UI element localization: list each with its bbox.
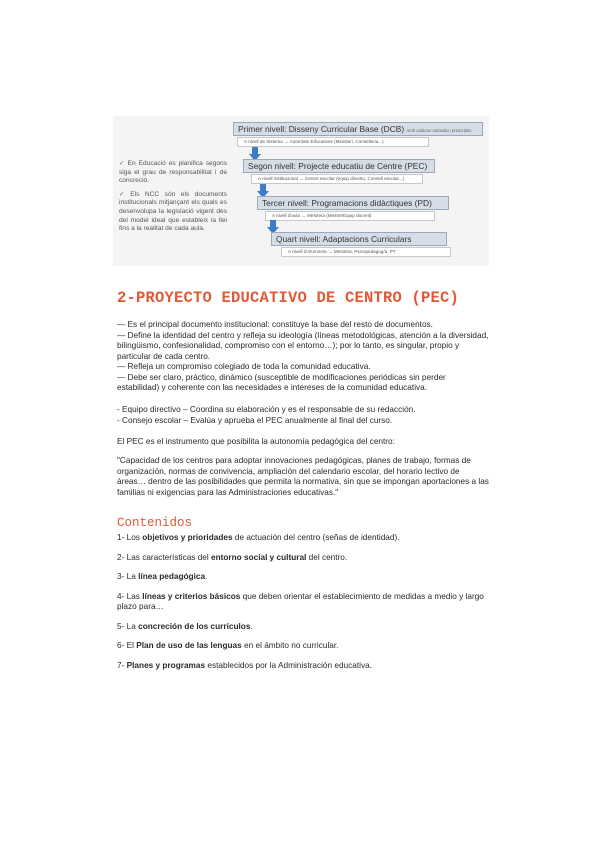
roles-block [117, 405, 489, 426]
list-item [117, 553, 489, 564]
list-item [117, 533, 489, 544]
level-3-title [257, 196, 449, 210]
level-4-title [271, 232, 447, 246]
pec-sentence-text: El PEC es el instrumento que posibilita la autonomía pedagógica del centro: [117, 437, 395, 446]
level-1-subtitle: A nivell de Sistema → Autoritats Educatives (Ministeri, Conselleria...) [237, 137, 429, 147]
curricular-levels-figure [113, 116, 489, 266]
level-title-text: Primer nivell: Disseny Curricular Base (DCB) [238, 124, 405, 134]
item-text: 5- La [117, 621, 139, 631]
pec-sentence [117, 437, 489, 448]
level-title-text: Quart nivell: Adaptacions Curriculars [276, 234, 412, 244]
item-text: que deben orientar el establecimiento de medidas a medio y largo plazo para… [117, 591, 484, 611]
figure-bullets [119, 160, 227, 239]
item-bold: objetivos y prioridades [142, 533, 233, 542]
item-bold: concreción de los currículos [138, 621, 251, 631]
item-bold: Planes y programas [126, 660, 206, 670]
list-item [117, 572, 489, 583]
level-1-title [233, 122, 483, 136]
item-text: 7- [117, 660, 127, 670]
item-text: 3- La [117, 572, 139, 581]
contenidos-list [117, 533, 489, 680]
item-bold: entorno social y cultural [211, 552, 307, 562]
item-text: del centro. [306, 552, 348, 562]
intro-line: — Es el principal documento institucional: constituye la base del resto de documentos. [117, 320, 433, 329]
level-2-title [243, 159, 435, 173]
list-item [117, 641, 489, 652]
item-bold: Plan de uso de las lenguas [136, 641, 242, 650]
autonomy-quote [117, 456, 489, 498]
check-icon: ✓ [119, 190, 129, 198]
level-2-subtitle: A nivell institucional → Centre escolar (equip directiu, Consell escolar...) [251, 174, 423, 184]
level-4-subtitle: A nivell d'Alumne/a → Mestre/a, Psicopedagog/a, PT [281, 247, 451, 257]
item-text: 2- Las características del [117, 552, 211, 562]
list-item [117, 592, 489, 613]
item-bold: línea pedagógica [138, 572, 206, 581]
contenidos-heading: Contenidos [117, 516, 193, 530]
item-text: 4- Las [117, 591, 143, 601]
list-item [117, 622, 489, 633]
section-heading: 2-PROYECTO EDUCATIVO DE CENTRO (PEC) [117, 289, 460, 307]
item-text: . [250, 621, 253, 631]
item-text: establecidos por la Administración educativa. [205, 660, 372, 670]
figure-bullet-text: Els NCC són els documents institucionals mitjançant els quals es desenvolupa la legislació vigent des del model ideal que estableix la llei fins a la realitat de cada aula. [119, 190, 227, 233]
figure-bullet [119, 191, 227, 234]
item-bold: líneas y criterios básicos [142, 591, 241, 601]
intro-block [117, 320, 489, 394]
item-text: 1- Los [117, 533, 143, 542]
intro-line: — Define la identidad del centro y refleja su ideología (líneas metodológicas, atención a la diversidad, bilingüismo, confesionalidad, compromiso con el entorno…); por lo tanto, es singular, propio y particular de cada centro. [117, 330, 489, 361]
figure-bullet-text: En Educació es planifica segons siga el grau de responsabilitat i de concreció. [119, 160, 228, 185]
quote-text: "Capacidad de los centros para adoptar innovaciones pedagógicas, planes de trabajo, formas de organización, normas de convivencia, ampliación del calendario escolar, del horario lectivo de áreas… dentro de las posibilidades que permita la normativa, sin que se impongan aportaciones a las familias ni exigencias para las Administraciones educativas." [117, 456, 489, 497]
item-text: 6- El [117, 641, 137, 650]
item-text: de actuación del centro (señas de identidad). [232, 533, 400, 542]
intro-line: — Debe ser claro, práctico, dinámico (susceptible de modificaciones periódicas sin perder estabilidad) y coherente con las necesidades e intereses de la comunidad educativa. [117, 372, 446, 392]
item-text: en el ámbito no curricular. [241, 641, 339, 650]
role-line: - Equipo directivo – Coordina su elaboración y es el responsable de su redacción. [117, 405, 416, 414]
level-title-text: Tercer nivell: Programacions didàctiques (PD) [262, 198, 432, 208]
list-item [117, 661, 489, 672]
level-title-note: Amb caràcter normatiu i prescriptiu [406, 128, 472, 133]
figure-bullet [119, 160, 227, 186]
level-3-subtitle: A nivell d'aula → Mestre/a (Mestre/Equip docent) [265, 211, 435, 221]
item-text: . [205, 572, 208, 581]
check-icon: ✓ [119, 160, 126, 167]
level-title-text: Segon nivell: Projecte educatiu de Centre (PEC) [248, 161, 428, 171]
intro-line: — Refleja un compromiso colegiado de toda la comunidad educativa. [117, 362, 371, 371]
role-line: - Consejo escolar – Evalúa y aprueba el PEC anualmente al final del curso. [117, 415, 393, 425]
